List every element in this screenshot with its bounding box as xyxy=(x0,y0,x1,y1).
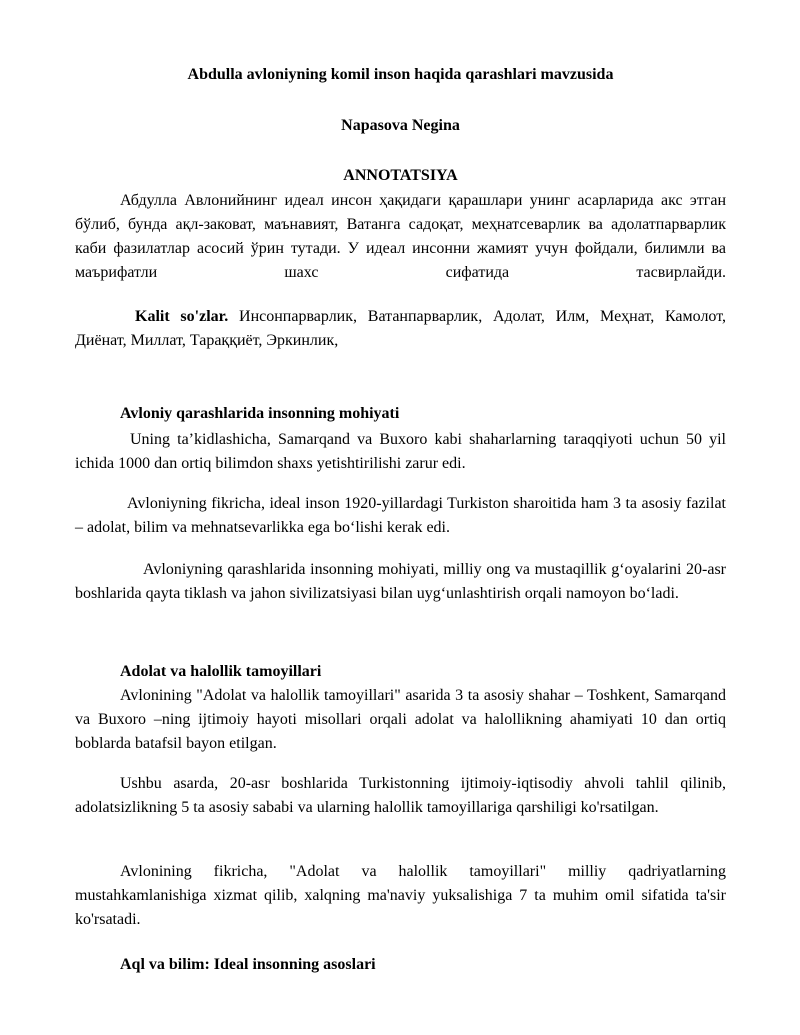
section-2-paragraph-1: Avlonining "Adolat va halollik tamoyillari" asarida 3 ta asosiy shahar – Toshkent, Samarqand va Buxoro –ning ijtimoiy hayoti misollari orqali adolat va halollikning ahamiyati 10 dan ortiq boblarda batafsil bayon etilgan. xyxy=(75,687,726,752)
keywords-paragraph xyxy=(75,305,726,353)
section-1-paragraph-3: Avloniyning qarashlarida insonning mohiyati, milliy ong va mustaqillik g‘oyalarini 20-asr boshlarida qayta tiklash va jahon sivilizatsiyasi bilan uyg‘unlashtirish orqali namoyon bo‘ladi. xyxy=(75,561,726,602)
section-heading-1: Avloniy qarashlarida insonning mohiyati xyxy=(120,405,400,422)
section-1-paragraph-1: Uning ta’kidlashicha, Samarqand va Buxoro kabi shaharlarning taraqqiyoti uchun 50 yil ichida 1000 dan ortiq bilimdon shaxs yetishtirilishi zarur edi. xyxy=(75,431,726,472)
annotation-text: Абдулла Авлонийнинг идеал инсон ҳақидаги қарашлари унинг асарларида акс этган бўлиб, бунда ақл-заковат, маънавият, Ватанга садоқат, меҳнатсеварлик ва адолатпарварлик каби фазилатлар асосий ўрин тутади. У идеал инсонни жамият учун фойдали, билимли ва маърифатли шахс сифатида тасвирлайди. xyxy=(75,192,726,281)
section-2-paragraph-3: Avlonining fikricha, "Adolat va halollik tamoyillari" milliy qadriyatlarning mustahkamlanishiga xizmat qilib, xalqning ma'naviy yuksalishiga 7 ta muhim omil sifatida ta'sir ko'rsatadi. xyxy=(75,863,726,928)
annotation-heading: ANNOTATSIYA xyxy=(343,167,458,184)
section-heading-2: Adolat va halollik tamoyillari xyxy=(120,663,322,680)
author-name: Napasova Negina xyxy=(341,117,460,134)
keywords-label: Kalit so'zlar. xyxy=(135,308,229,325)
paper-title: Abdulla avloniyning komil inson haqida qarashlari mavzusida xyxy=(187,66,614,83)
section-2-paragraph-2: Ushbu asarda, 20-asr boshlarida Turkistonning ijtimoiy-iqtisodiy ahvoli tahlil qilinib, adolatsizlikning 5 ta asosiy sababi va ularning halollik tamoyillariga qarshiligi ko'rsatilgan. xyxy=(75,775,726,816)
keywords-text: Инсонпарварлик, Ватанпарварлик, Адолат, Илм, Меҳнат, Камолот, Диёнат, Миллат, Тараққиёт, Эркинлик, xyxy=(75,308,726,349)
section-1-paragraph-2: Avloniyning fikricha, ideal inson 1920-yillardagi Turkiston sharoitida ham 3 ta asosiy fazilat – adolat, bilim va mehnatsevarlikka ega bo‘lishi kerak edi. xyxy=(75,495,726,536)
section-heading-3: Aql va bilim: Ideal insonning asoslari xyxy=(120,956,376,973)
